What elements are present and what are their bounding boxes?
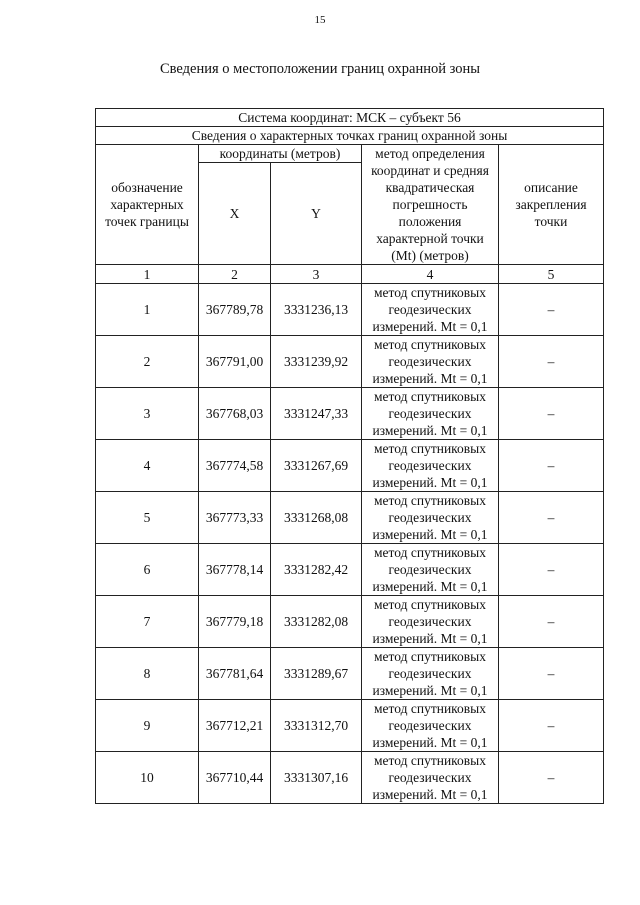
column-number-row xyxy=(96,265,604,284)
boundary-points-table xyxy=(95,108,604,804)
description-cell: – xyxy=(499,544,604,596)
method-cell: метод спутниковых геодезических измерений. Mt = 0,1 xyxy=(362,596,499,648)
y-header: Y xyxy=(271,163,362,265)
method-cell: метод спутниковых геодезических измерений. Mt = 0,1 xyxy=(362,700,499,752)
y-coordinate-cell: 3331307,16 xyxy=(271,752,362,804)
x-coordinate-cell: 367774,58 xyxy=(199,440,271,492)
x-coordinate-cell: 367773,33 xyxy=(199,492,271,544)
table-row xyxy=(96,388,604,440)
description-cell: – xyxy=(499,700,604,752)
point-designation-cell: 9 xyxy=(96,700,199,752)
y-coordinate-cell: 3331236,13 xyxy=(271,284,362,336)
table-row xyxy=(96,648,604,700)
description-cell: – xyxy=(499,596,604,648)
description-cell: – xyxy=(499,752,604,804)
y-coordinate-cell: 3331239,92 xyxy=(271,336,362,388)
point-designation-cell: 2 xyxy=(96,336,199,388)
document-title: Сведения о местоположении границ охранной зоны xyxy=(159,61,480,77)
table-row xyxy=(96,492,604,544)
x-coordinate-cell: 367781,64 xyxy=(199,648,271,700)
method-cell: метод спутниковых геодезических измерений. Mt = 0,1 xyxy=(362,336,499,388)
table-row xyxy=(96,596,604,648)
column-number: 1 xyxy=(96,265,199,284)
y-coordinate-cell: 3331312,70 xyxy=(271,700,362,752)
table-row xyxy=(96,284,604,336)
column-number: 3 xyxy=(271,265,362,284)
x-coordinate-cell: 367791,00 xyxy=(199,336,271,388)
point-designation-cell: 10 xyxy=(96,752,199,804)
method-header: метод определения координат и средняя квадратическая погрешность положения характерной точки (Mt) (метров) xyxy=(362,145,499,265)
x-coordinate-cell: 367789,78 xyxy=(199,284,271,336)
y-coordinate-cell: 3331247,33 xyxy=(271,388,362,440)
x-header: X xyxy=(199,163,271,265)
method-cell: метод спутниковых геодезических измерений. Mt = 0,1 xyxy=(362,544,499,596)
table-row xyxy=(96,752,604,804)
point-designation-cell: 8 xyxy=(96,648,199,700)
method-cell: метод спутниковых геодезических измерений. Mt = 0,1 xyxy=(362,440,499,492)
coordinates-header: координаты (метров) xyxy=(199,145,362,163)
point-designation-cell: 3 xyxy=(96,388,199,440)
designation-header: обозначение характерных точек границы xyxy=(96,145,199,265)
table-row xyxy=(96,544,604,596)
x-coordinate-cell: 367712,21 xyxy=(199,700,271,752)
point-designation-cell: 7 xyxy=(96,596,199,648)
description-cell: – xyxy=(499,492,604,544)
point-designation-cell: 5 xyxy=(96,492,199,544)
section-heading: Сведения о характерных точках границ охранной зоны xyxy=(96,127,604,145)
y-coordinate-cell: 3331289,67 xyxy=(271,648,362,700)
column-number: 2 xyxy=(199,265,271,284)
point-designation-cell: 4 xyxy=(96,440,199,492)
y-coordinate-cell: 3331282,42 xyxy=(271,544,362,596)
description-cell: – xyxy=(499,388,604,440)
description-cell: – xyxy=(499,284,604,336)
description-cell: – xyxy=(499,648,604,700)
y-coordinate-cell: 3331268,08 xyxy=(271,492,362,544)
column-number: 5 xyxy=(499,265,604,284)
method-cell: метод спутниковых геодезических измерений. Mt = 0,1 xyxy=(362,752,499,804)
point-designation-cell: 6 xyxy=(96,544,199,596)
table-row xyxy=(96,336,604,388)
method-cell: метод спутниковых геодезических измерений. Mt = 0,1 xyxy=(362,284,499,336)
page-number: 15 xyxy=(314,14,326,26)
x-coordinate-cell: 367710,44 xyxy=(199,752,271,804)
x-coordinate-cell: 367768,03 xyxy=(199,388,271,440)
table-row xyxy=(96,700,604,752)
description-cell: – xyxy=(499,336,604,388)
point-designation-cell: 1 xyxy=(96,284,199,336)
method-cell: метод спутниковых геодезических измерений. Mt = 0,1 xyxy=(362,492,499,544)
method-cell: метод спутниковых геодезических измерений. Mt = 0,1 xyxy=(362,388,499,440)
method-cell: метод спутниковых геодезических измерений. Mt = 0,1 xyxy=(362,648,499,700)
column-number: 4 xyxy=(362,265,499,284)
x-coordinate-cell: 367778,14 xyxy=(199,544,271,596)
table-row xyxy=(96,440,604,492)
y-coordinate-cell: 3331267,69 xyxy=(271,440,362,492)
x-coordinate-cell: 367779,18 xyxy=(199,596,271,648)
description-header: описание закрепления точки xyxy=(499,145,604,265)
table-body xyxy=(96,284,604,804)
description-cell: – xyxy=(499,440,604,492)
y-coordinate-cell: 3331282,08 xyxy=(271,596,362,648)
coordinate-system-heading: Система координат: МСК – субъект 56 xyxy=(96,109,604,127)
